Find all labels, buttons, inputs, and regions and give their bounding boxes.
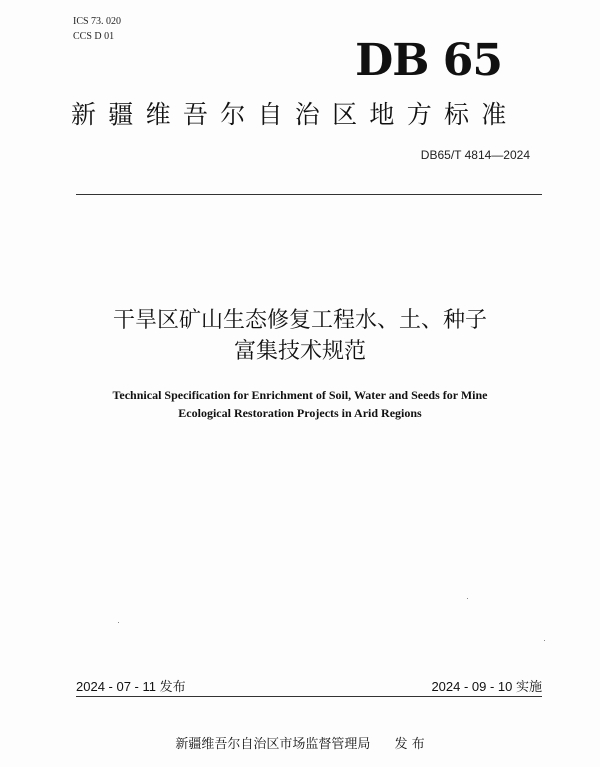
issuer-name: 新疆维吾尔自治区市场监督管理局 xyxy=(175,737,371,752)
chinese-title xyxy=(0,305,600,367)
classification-codes xyxy=(73,14,121,44)
issue-date: 2024 - 07 - 11 发布 xyxy=(76,679,186,694)
ics-code: ICS 73. 020 xyxy=(73,16,122,27)
english-title-line-2: Ecological Restoration Projects in Arid Regions xyxy=(178,406,422,420)
english-title-line-1: Technical Specification for Enrichment of Soil, Water and Seeds for Mine xyxy=(112,388,488,402)
scan-speck xyxy=(544,640,545,641)
issuer-action: 发 布 xyxy=(394,737,425,752)
chinese-title-line-1: 干旱区矿山生态修复工程水、土、种子 xyxy=(112,308,487,333)
top-divider xyxy=(76,194,542,195)
scan-speck xyxy=(118,622,119,623)
db65-logo: DB 65 xyxy=(355,35,502,86)
english-title xyxy=(0,386,600,422)
implementation-date: 2024 - 09 - 10 实施 xyxy=(431,679,542,694)
ccs-code: CCS D 01 xyxy=(73,31,115,42)
standard-type-title: 新疆维吾尔自治区地方标准 xyxy=(71,100,519,129)
issuing-authority xyxy=(0,733,600,752)
chinese-title-line-2: 富集技术规范 xyxy=(233,339,366,364)
standard-number: DB65/T 4814—2024 xyxy=(420,148,530,162)
bottom-divider xyxy=(76,696,542,697)
scan-speck xyxy=(467,598,468,599)
